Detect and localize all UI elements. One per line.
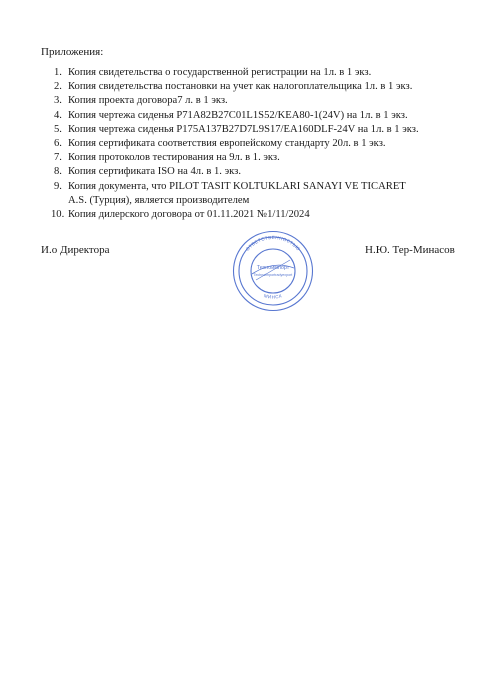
list-item-number: 2.	[54, 81, 62, 93]
appendix-list	[41, 66, 471, 222]
signer-title: И.о Директора	[41, 244, 110, 256]
stamp-seal-icon	[232, 230, 314, 312]
stamp-ring-top: ОТВЕТСТВЕННОСТЬЮ	[244, 234, 302, 252]
list-item-text: Копия дилерского договора от 01.11.2021 №1/11/2024	[68, 209, 310, 221]
list-item-text: Копия чертежа сиденья P175A137B27D7L9S17/EA160DLF-24V на 1л. в 1 экз.	[68, 123, 419, 135]
stamp-inner-line-1: Техноимпорт	[256, 265, 290, 271]
appendix-heading: Приложения:	[41, 46, 104, 58]
list-item-number: 9.	[54, 180, 62, 192]
list-item-number: 7.	[54, 152, 62, 164]
list-item-text: Копия документа, что PILOT TASIT KOLTUKLARI SANAYI VE TICARET	[68, 180, 406, 192]
list-item-number: 8.	[54, 166, 62, 178]
list-item	[41, 137, 471, 151]
stamp-ring-bottom: МИНСК	[263, 293, 283, 300]
list-item-text: Копия чертежа сиденья P71A82B27C01L1S52/KEA80-1(24V) на 1л. в 1 экз.	[68, 109, 408, 121]
list-item-number: 6.	[54, 138, 62, 150]
list-item-number: 4.	[54, 109, 62, 121]
list-item	[41, 151, 471, 165]
svg-text:МИНСК	[263, 293, 283, 299]
list-item-number: 3.	[54, 95, 62, 107]
list-item	[41, 109, 471, 123]
list-item	[41, 80, 471, 94]
list-item-text: Копия проекта договора7 л. в 1 экз.	[68, 95, 228, 107]
list-item-continuation: A.S. (Турция), является производителем	[68, 194, 250, 206]
list-item	[41, 94, 471, 108]
list-item-number: 5.	[54, 123, 62, 135]
list-item	[41, 208, 471, 222]
list-item-text: Копия свидетельства постановки на учет как налогоплательщика 1л. в 1 экз.	[68, 81, 413, 93]
list-item-text: Копия сертификата соответствия европейскому стандарту 20л. в 1 экз.	[68, 138, 386, 150]
official-stamp	[232, 230, 314, 312]
list-item-text: Копия сертификата ISO на 4л. в 1. экз.	[68, 166, 241, 178]
stamp-inner-line-2: Technoimportradyexport	[253, 273, 293, 277]
signer-name: Н.Ю. Тер-Минасов	[365, 244, 455, 256]
list-item-text: Копия свидетельства о государственной регистрации на 1л. в 1 экз.	[68, 67, 372, 78]
list-item-number: 1.	[54, 67, 62, 78]
list-item	[41, 123, 471, 137]
list-item	[41, 66, 471, 80]
list-item-text: Копия протоколов тестирования на 9л. в 1. экз.	[68, 152, 280, 164]
list-item	[41, 165, 471, 179]
list-item	[41, 180, 471, 208]
list-item-number: 10.	[51, 209, 65, 221]
